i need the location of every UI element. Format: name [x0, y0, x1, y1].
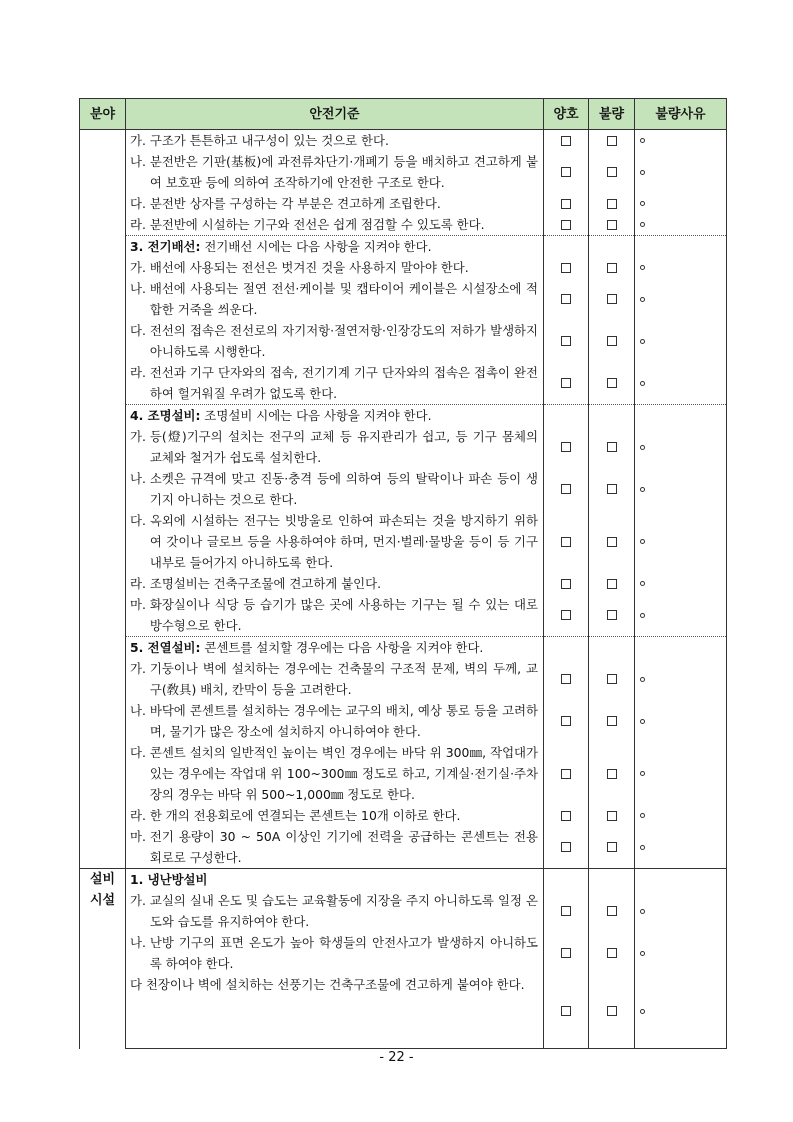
- table-row: [80, 278, 727, 320]
- reason-cell[interactable]: [635, 932, 727, 974]
- criteria-item: [126, 362, 544, 405]
- item-text: 배선에 사용되는 절연 전선·케이블 및 캡타이어 케이블은 시설장소에 적합한 거죽을 씌운다.: [149, 281, 538, 317]
- item-marker: 마.: [130, 597, 150, 612]
- bad-checkbox-cell: [589, 362, 635, 405]
- bad-checkbox-cell: [589, 257, 635, 278]
- criteria-item-body: [130, 214, 538, 235]
- criteria-item-body: [130, 700, 538, 742]
- item-marker: 가.: [130, 661, 150, 676]
- table-row: [80, 974, 727, 1049]
- criteria-item: [126, 510, 544, 573]
- criteria-item: [126, 151, 544, 193]
- bad-checkbox-cell: [589, 320, 635, 362]
- criteria-item: [126, 214, 544, 236]
- bad-checkbox[interactable]: [607, 769, 617, 779]
- area-label: 시설: [89, 893, 116, 908]
- criteria-item-body: [130, 362, 538, 404]
- safety-checklist-table: [79, 98, 727, 1049]
- reason-bullet-icon: [640, 719, 645, 724]
- criteria-item: [126, 890, 544, 932]
- good-checkbox[interactable]: [561, 1006, 571, 1016]
- criteria-item: [126, 826, 544, 869]
- item-text: 분전반 상자를 구성하는 각 부분은 견고하게 조립한다.: [149, 196, 441, 211]
- criteria-item: [126, 932, 544, 974]
- item-marker: 가.: [130, 133, 150, 148]
- good-checkbox-cell: [544, 932, 589, 974]
- reason-bullet-icon: [640, 677, 645, 682]
- bad-checkbox[interactable]: [607, 220, 617, 230]
- good-checkbox[interactable]: [561, 263, 571, 273]
- good-checkbox-cell: [544, 151, 589, 193]
- good-checkbox-cell: [544, 130, 589, 152]
- item-text: 바닥에 콘센트를 설치하는 경우에는 교구의 배치, 예상 통로 등을 고려하며, 물기가 많은 장소에 설치하지 아니하여야 한다.: [149, 703, 538, 739]
- section-intro: 전기배선 시에는 다음 사항을 지켜야 한다.: [200, 239, 432, 254]
- reason-cell[interactable]: [635, 890, 727, 932]
- good-checkbox[interactable]: [561, 537, 571, 547]
- table-row: [80, 742, 727, 805]
- item-marker: 가.: [130, 260, 150, 275]
- table-row: [80, 594, 727, 637]
- reason-cell[interactable]: [635, 468, 727, 510]
- criteria-item: [126, 594, 544, 637]
- reason-bullet-icon: [640, 265, 645, 270]
- section-title: 4. 조명설비:: [130, 408, 201, 423]
- reason-cell[interactable]: [635, 130, 727, 152]
- reason-cell[interactable]: [635, 594, 727, 637]
- good-checkbox-cell: [544, 193, 589, 214]
- table-row: [80, 510, 727, 573]
- reason-bullet-icon: [640, 201, 645, 206]
- item-marker: 나.: [130, 703, 150, 718]
- bad-checkbox-cell: [589, 426, 635, 468]
- bad-checkbox-cell: [589, 573, 635, 594]
- criteria-item: [126, 426, 544, 468]
- criteria-item-body: [130, 805, 538, 826]
- item-marker: 다.: [130, 745, 150, 760]
- bad-checkbox[interactable]: [607, 199, 617, 209]
- item-text: 옥외에 시설하는 전구는 빗방울로 인하여 파손되는 것을 방지하기 위하여 갓이나 글로브 등을 사용하여야 하며, 먼지·벌레·물방울 등이 등 기구 내부로 들어가지 아니하도록 한다.: [149, 513, 538, 570]
- bad-checkbox-cell: [589, 278, 635, 320]
- good-checkbox-cell: [544, 573, 589, 594]
- table-row: [80, 468, 727, 510]
- table-row: [80, 805, 727, 826]
- empty-cell: [635, 405, 727, 427]
- reason-cell[interactable]: [635, 257, 727, 278]
- criteria-item-body: [130, 320, 538, 362]
- reason-cell[interactable]: [635, 573, 727, 594]
- item-text: 전기 용량이 30 ~ 50A 이상인 기기에 전력을 공급하는 콘센트는 전용회로로 구성한다.: [149, 829, 538, 865]
- table-row: [80, 826, 727, 869]
- good-checkbox[interactable]: [561, 484, 571, 494]
- reason-cell[interactable]: [635, 826, 727, 869]
- reason-bullet-icon: [640, 951, 645, 956]
- criteria-item-body: [130, 658, 538, 700]
- bad-checkbox-cell: [589, 826, 635, 869]
- bad-checkbox[interactable]: [607, 263, 617, 273]
- item-marker: 나.: [130, 935, 150, 950]
- good-checkbox-cell: [544, 594, 589, 637]
- section-heading-row: [80, 637, 727, 659]
- header-bad: 불량: [589, 99, 635, 130]
- criteria-item-body: [130, 257, 538, 278]
- reason-bullet-icon: [640, 581, 645, 586]
- section-title: 3. 전기배선:: [130, 239, 201, 254]
- criteria-item: [126, 320, 544, 362]
- reason-cell[interactable]: [635, 658, 727, 700]
- item-text: 콘센트 설치의 일반적인 높이는 벽인 경우에는 바닥 위 300㎜, 작업대가 있는 경우에는 작업대 위 100~300㎜ 정도로 하고, 기계실·전기실·주차장의 경우는 바닥 위 500~1,000㎜ 정도로 한다.: [149, 745, 538, 802]
- item-text: 교실의 실내 온도 및 습도는 교육활동에 지장을 주지 아니하도록 일정 온도와 습도를 유지하여야 한다.: [149, 893, 538, 929]
- item-marker: 나.: [130, 471, 150, 486]
- reason-cell[interactable]: [635, 742, 727, 805]
- table-row: [80, 426, 727, 468]
- table-row: [80, 193, 727, 214]
- reason-bullet-icon: [640, 771, 645, 776]
- good-checkbox-cell: [544, 974, 589, 1049]
- bad-checkbox[interactable]: [607, 167, 617, 177]
- reason-cell[interactable]: [635, 278, 727, 320]
- item-marker: 나.: [130, 281, 150, 296]
- table-row: [80, 573, 727, 594]
- item-text: 소켓은 규격에 맞고 진동·충격 등에 의하여 등의 탈락이나 파손 등이 생기지 아니하는 것으로 한다.: [149, 471, 538, 507]
- good-checkbox[interactable]: [561, 674, 571, 684]
- item-marker: 다: [130, 977, 146, 992]
- bad-checkbox-cell: [589, 742, 635, 805]
- criteria-item: [126, 130, 544, 152]
- good-checkbox-cell: [544, 805, 589, 826]
- bad-checkbox-cell: [589, 510, 635, 573]
- reason-bullet-icon: [640, 339, 645, 344]
- good-checkbox-cell: [544, 468, 589, 510]
- bad-checkbox-cell: [589, 658, 635, 700]
- criteria-item-body: [130, 151, 538, 193]
- item-marker: 나.: [130, 154, 150, 169]
- criteria-item-body: [130, 742, 538, 805]
- bad-checkbox[interactable]: [607, 378, 617, 388]
- criteria-item-body: [130, 826, 538, 868]
- section-heading-row: [80, 236, 727, 258]
- criteria-item-body: [130, 426, 538, 468]
- criteria-item: [126, 468, 544, 510]
- good-checkbox[interactable]: [561, 610, 571, 620]
- section-heading: [126, 405, 544, 427]
- reason-cell[interactable]: [635, 510, 727, 573]
- bad-checkbox[interactable]: [607, 948, 617, 958]
- item-text: 조명설비는 건축구조물에 견고하게 붙인다.: [149, 576, 382, 591]
- empty-cell: [544, 236, 589, 258]
- criteria-item: [126, 805, 544, 826]
- good-checkbox-cell: [544, 257, 589, 278]
- good-checkbox-cell: [544, 658, 589, 700]
- bad-checkbox[interactable]: [607, 579, 617, 589]
- reason-bullet-icon: [640, 170, 645, 175]
- bad-checkbox-cell: [589, 932, 635, 974]
- good-checkbox[interactable]: [561, 136, 571, 146]
- table-row: [80, 320, 727, 362]
- header-good: 양호: [544, 99, 589, 130]
- criteria-item-body: [130, 510, 538, 573]
- item-marker: 라.: [130, 217, 150, 232]
- criteria-item: [126, 278, 544, 320]
- reason-cell[interactable]: [635, 320, 727, 362]
- area-cell: [80, 130, 126, 869]
- criteria-item-body: [130, 468, 538, 510]
- criteria-item-body: [130, 193, 538, 214]
- good-checkbox[interactable]: [561, 167, 571, 177]
- criteria-item-body: [130, 932, 538, 974]
- good-checkbox[interactable]: [561, 378, 571, 388]
- empty-cell: [589, 236, 635, 258]
- reason-cell[interactable]: [635, 214, 727, 236]
- good-checkbox[interactable]: [561, 336, 571, 346]
- criteria-item-body: [130, 594, 538, 636]
- item-marker: 다.: [130, 513, 150, 528]
- section-intro: 조명설비 시에는 다음 사항을 지켜야 한다.: [200, 408, 432, 423]
- table-row: [80, 658, 727, 700]
- bad-checkbox[interactable]: [607, 811, 617, 821]
- empty-cell: [544, 637, 589, 659]
- empty-cell: [589, 405, 635, 427]
- item-text: 분전반은 기판(基板)에 과전류차단기·개폐기 등을 배치하고 견고하게 붙여 보호판 등에 의하여 조작하기에 안전한 구조로 한다.: [149, 154, 538, 190]
- section-heading: [126, 637, 544, 659]
- empty-cell: [635, 637, 727, 659]
- bad-checkbox[interactable]: [607, 716, 617, 726]
- bad-checkbox[interactable]: [607, 336, 617, 346]
- bad-checkbox-cell: [589, 130, 635, 152]
- bad-checkbox[interactable]: [607, 484, 617, 494]
- good-checkbox[interactable]: [561, 948, 571, 958]
- section-title: 5. 전열설비:: [130, 640, 201, 655]
- good-checkbox-cell: [544, 426, 589, 468]
- reason-bullet-icon: [640, 1009, 645, 1014]
- bad-checkbox[interactable]: [607, 442, 617, 452]
- bad-checkbox-cell: [589, 214, 635, 236]
- bad-checkbox-cell: [589, 974, 635, 1049]
- reason-bullet-icon: [640, 539, 645, 544]
- bad-checkbox[interactable]: [607, 674, 617, 684]
- item-text: 천장이나 벽에 설치하는 선풍기는 건축구조물에 견고하게 붙여야 한다.: [145, 977, 525, 992]
- reason-cell[interactable]: [635, 151, 727, 193]
- section-heading: [126, 236, 544, 258]
- reason-bullet-icon: [640, 381, 645, 386]
- empty-cell: [544, 869, 589, 891]
- criteria-item-body: [130, 890, 538, 932]
- reason-cell[interactable]: [635, 362, 727, 405]
- reason-cell[interactable]: [635, 974, 727, 1049]
- table-row: [80, 151, 727, 193]
- good-checkbox[interactable]: [561, 442, 571, 452]
- criteria-item: [126, 257, 544, 278]
- bad-checkbox-cell: [589, 700, 635, 742]
- reason-bullet-icon: [640, 909, 645, 914]
- good-checkbox[interactable]: [561, 811, 571, 821]
- item-text: 등(燈)기구의 설치는 전구의 교체 등 유지관리가 쉽고, 등 기구 몸체의 교체와 철거가 쉽도록 설치한다.: [149, 429, 538, 465]
- item-marker: 가.: [130, 429, 150, 444]
- criteria-item: [126, 573, 544, 594]
- empty-cell: [589, 869, 635, 891]
- reason-bullet-icon: [640, 138, 645, 143]
- bad-checkbox[interactable]: [607, 842, 617, 852]
- bad-checkbox[interactable]: [607, 610, 617, 620]
- criteria-item-body: [130, 130, 538, 151]
- good-checkbox-cell: [544, 510, 589, 573]
- section-intro: 콘센트를 설치할 경우에는 다음 사항을 지켜야 한다.: [200, 640, 484, 655]
- item-marker: 다.: [130, 196, 150, 211]
- bad-checkbox[interactable]: [607, 1006, 617, 1016]
- criteria-item-body: [130, 278, 538, 320]
- bad-checkbox-cell: [589, 468, 635, 510]
- section-title: 1. 냉난방설비: [130, 872, 208, 887]
- item-text: 전선의 접속은 전선로의 자기저항·절연저항·인장강도의 저하가 발생하지 아니하도록 시행한다.: [149, 323, 538, 359]
- bad-checkbox-cell: [589, 594, 635, 637]
- criteria-item: [126, 658, 544, 700]
- criteria-item-body: [130, 573, 538, 594]
- empty-cell: [635, 869, 727, 891]
- table-row: [80, 700, 727, 742]
- item-marker: 다.: [130, 323, 150, 338]
- item-marker: 라.: [130, 365, 150, 380]
- reason-cell[interactable]: [635, 805, 727, 826]
- reason-cell[interactable]: [635, 193, 727, 214]
- good-checkbox-cell: [544, 278, 589, 320]
- item-text: 기둥이나 벽에 설치하는 경우에는 건축물의 구조적 문제, 벽의 두께, 교구(敎具) 배치, 칸막이 등을 고려한다.: [149, 661, 538, 697]
- good-checkbox[interactable]: [561, 220, 571, 230]
- table-row: [80, 362, 727, 405]
- item-text: 전선과 기구 단자와의 접속, 전기기계 기구 단자와의 접속은 접촉이 완전하여 헐거워질 우려가 없도록 한다.: [149, 365, 538, 401]
- criteria-item: [126, 193, 544, 214]
- empty-cell: [635, 236, 727, 258]
- reason-bullet-icon: [640, 845, 645, 850]
- table-row: [80, 257, 727, 278]
- page-number: - 22 -: [379, 1050, 414, 1065]
- good-checkbox[interactable]: [561, 716, 571, 726]
- good-checkbox[interactable]: [561, 294, 571, 304]
- area-label: 설비: [89, 872, 116, 887]
- area-cell: [80, 869, 126, 1049]
- good-checkbox-cell: [544, 742, 589, 805]
- good-checkbox-cell: [544, 214, 589, 236]
- good-checkbox-cell: [544, 320, 589, 362]
- header-row: [80, 99, 727, 130]
- empty-cell: [544, 405, 589, 427]
- item-marker: 라.: [130, 576, 150, 591]
- reason-bullet-icon: [640, 445, 645, 450]
- good-checkbox[interactable]: [561, 579, 571, 589]
- good-checkbox-cell: [544, 700, 589, 742]
- table-row: [80, 932, 727, 974]
- empty-cell: [589, 637, 635, 659]
- good-checkbox-cell: [544, 826, 589, 869]
- criteria-item: [126, 974, 544, 1049]
- reason-bullet-icon: [640, 297, 645, 302]
- section-heading: [126, 869, 544, 891]
- good-checkbox-cell: [544, 362, 589, 405]
- item-text: 분전반에 시설하는 기구와 전선은 쉽게 점검할 수 있도록 한다.: [149, 217, 485, 232]
- item-marker: 마.: [130, 829, 150, 844]
- section-heading-row: [80, 405, 727, 427]
- table-row: [80, 130, 727, 152]
- table-row: [80, 214, 727, 236]
- reason-cell[interactable]: [635, 700, 727, 742]
- header-criteria: 안전기준: [126, 99, 544, 130]
- good-checkbox[interactable]: [561, 842, 571, 852]
- item-text: 난방 기구의 표면 온도가 높아 학생들의 안전사고가 발생하지 아니하도록 하여야 한다.: [149, 935, 538, 971]
- reason-bullet-icon: [640, 222, 645, 227]
- item-marker: 가.: [130, 893, 150, 908]
- reason-bullet-icon: [640, 487, 645, 492]
- criteria-item: [126, 742, 544, 805]
- reason-cell[interactable]: [635, 426, 727, 468]
- bad-checkbox-cell: [589, 193, 635, 214]
- table-row: [80, 890, 727, 932]
- criteria-item-body: [130, 974, 538, 995]
- good-checkbox[interactable]: [561, 769, 571, 779]
- criteria-item: [126, 700, 544, 742]
- bad-checkbox[interactable]: [607, 136, 617, 146]
- reason-bullet-icon: [640, 813, 645, 818]
- item-text: 배선에 사용되는 전선은 벗겨진 것을 사용하지 말아야 한다.: [149, 260, 469, 275]
- header-area: 분야: [80, 99, 126, 130]
- bad-checkbox[interactable]: [607, 294, 617, 304]
- section-heading-row: [80, 869, 727, 891]
- bad-checkbox-cell: [589, 890, 635, 932]
- item-text: 화장실이나 식당 등 습기가 많은 곳에 사용하는 기구는 될 수 있는 대로 방수형으로 한다.: [149, 597, 538, 633]
- bad-checkbox-cell: [589, 151, 635, 193]
- header-reason: 불량사유: [635, 99, 727, 130]
- bad-checkbox[interactable]: [607, 537, 617, 547]
- good-checkbox[interactable]: [561, 199, 571, 209]
- item-marker: 라.: [130, 808, 150, 823]
- good-checkbox[interactable]: [561, 906, 571, 916]
- reason-bullet-icon: [640, 613, 645, 618]
- item-text: 구조가 튼튼하고 내구성이 있는 것으로 한다.: [149, 133, 389, 148]
- item-text: 한 개의 전용회로에 연결되는 콘센트는 10개 이하로 한다.: [149, 808, 461, 823]
- bad-checkbox[interactable]: [607, 906, 617, 916]
- good-checkbox-cell: [544, 890, 589, 932]
- bad-checkbox-cell: [589, 805, 635, 826]
